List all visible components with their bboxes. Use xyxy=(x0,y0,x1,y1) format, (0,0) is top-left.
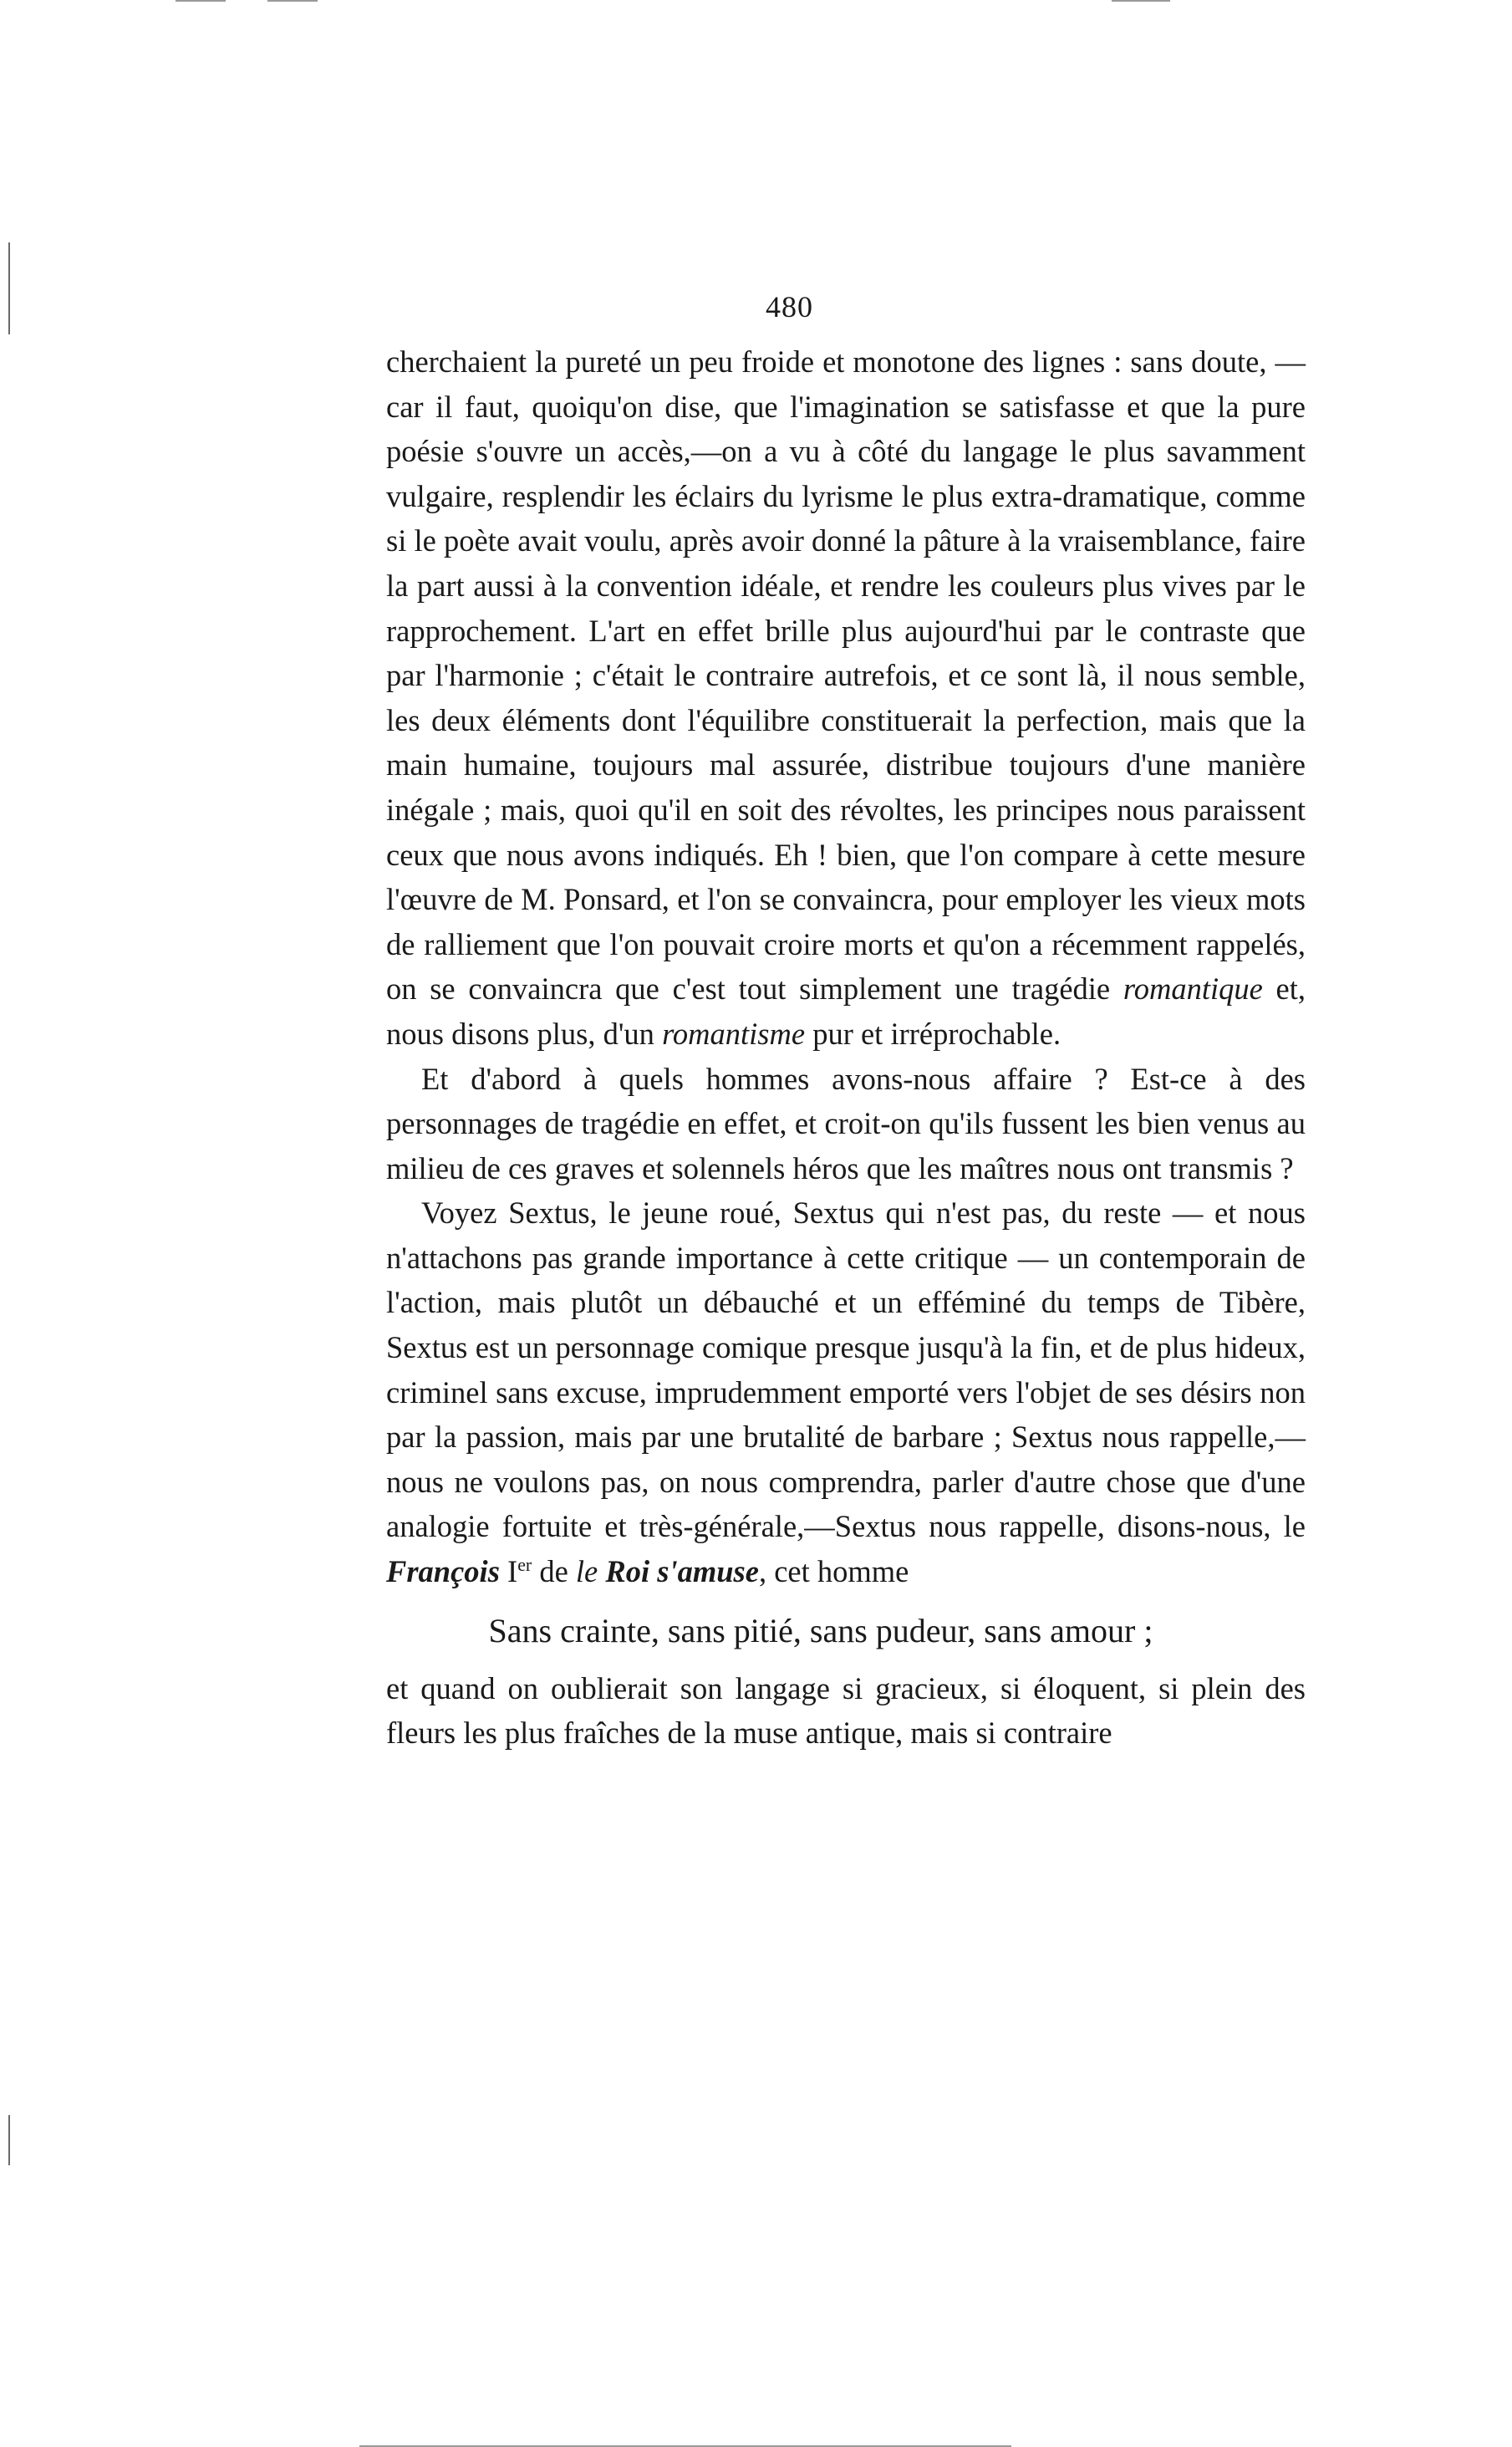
paragraph-1-text-b: et, nous disons plus, d'un xyxy=(386,971,1306,1051)
paragraph-4: et quand on oublierait son langage si gracieux, si éloquent, si plein des fleurs les plus fraîches de la muse antique, mais si contraire xyxy=(386,1670,1306,1751)
paragraph-2: Et d'abord à quels hommes avons-nous affaire ? Est-ce à des personnages de tragédie en effet, et croit-on qu'ils fussent les bien venus au milieu de ces graves et solennels héros que les maîtres nous ont transmis ? xyxy=(386,1061,1306,1185)
paragraph-1-text-c: pur et irréprochable. xyxy=(805,1016,1061,1051)
italic-term-romantique: romantique xyxy=(1123,971,1263,1007)
italic-title-roi-s-amuse: Roi s'amuse xyxy=(605,1554,759,1589)
paragraph-1-text: cherchaient la pureté un peu froide et monotone des lignes : sans doute, — car il faut, quoiqu'on dise, que l'imagination se satisfasse et que la pure poésie s'ouvre un accès,—on a vu à côté du langage le plus savamment vulgaire, resplendir les éclairs du lyrisme le plus extra-dramatique, comme si le poète avait voulu, après avoir donné la pâture à la vraisemblance, faire la part aussi à la convention idéale, et rendre les couleurs plus vives par le rapprochement. L'art en effet brille plus aujourd'hui par le contraste que par l'harmonie ; c'était le contraire autrefois, et ce sont là, il nous semble, les deux éléments dont l'équilibre constituerait la perfection, mais que la main humaine, toujours mal assurée, distribue toujours d'une manière inégale ; mais, quoi qu'il en soit des révoltes, les principes nous paraissent ceux que nous avons indiqués. Eh ! bien, que l'on compare à cette mesure l'œuvre de M. Ponsard, et l'on se convaincra, pour employer les vieux mots de ralliement que l'on pouvait croire morts et qu'on a récemment rappelés, on se convaincra que c'est tout simplement une tragédie xyxy=(386,344,1306,1007)
body-text xyxy=(386,339,1306,1756)
paragraph-3-text-d: , cet homme xyxy=(758,1554,909,1589)
italic-article-le: le xyxy=(575,1554,598,1589)
scan-top-mark xyxy=(1112,0,1170,2)
superscript-er: er xyxy=(517,1553,532,1575)
italic-name-francois: François xyxy=(386,1554,500,1589)
scan-top-mark xyxy=(267,0,318,2)
italic-term-romantisme: romantisme xyxy=(662,1016,806,1051)
paragraph-3-text-b: I xyxy=(499,1554,518,1589)
scan-top-mark xyxy=(176,0,226,2)
paragraph-1 xyxy=(386,339,1306,1057)
paragraph-3-text-c: de xyxy=(539,1554,576,1589)
quoted-verse: Sans crainte, sans pitié, sans pudeur, sans amour ; xyxy=(488,1611,1153,1649)
paragraph-3 xyxy=(386,1190,1306,1593)
paragraph-3-text: Voyez Sextus, le jeune roué, Sextus qui n'est pas, du reste — et nous n'attachons pas grande importance à cette critique — un contemporain de l'action, mais plutôt un débauché et un efféminé du temps de Tibère, Sextus est un personnage comique presque jusqu'à la fin, et de plus hideux, criminel sans excuse, imprudemment emporté vers l'objet de ses désirs non par la passion, mais par une brutalité de barbare ; Sextus nous rappelle,—nous ne voulons pas, on nous comprendra, parler d'autre chose que d'une analogie fortuite et très-générale,—Sextus nous rappelle, disons-nous, le xyxy=(386,1195,1306,1544)
scan-edge-mark xyxy=(8,2115,10,2165)
page-number: 480 xyxy=(766,290,813,324)
